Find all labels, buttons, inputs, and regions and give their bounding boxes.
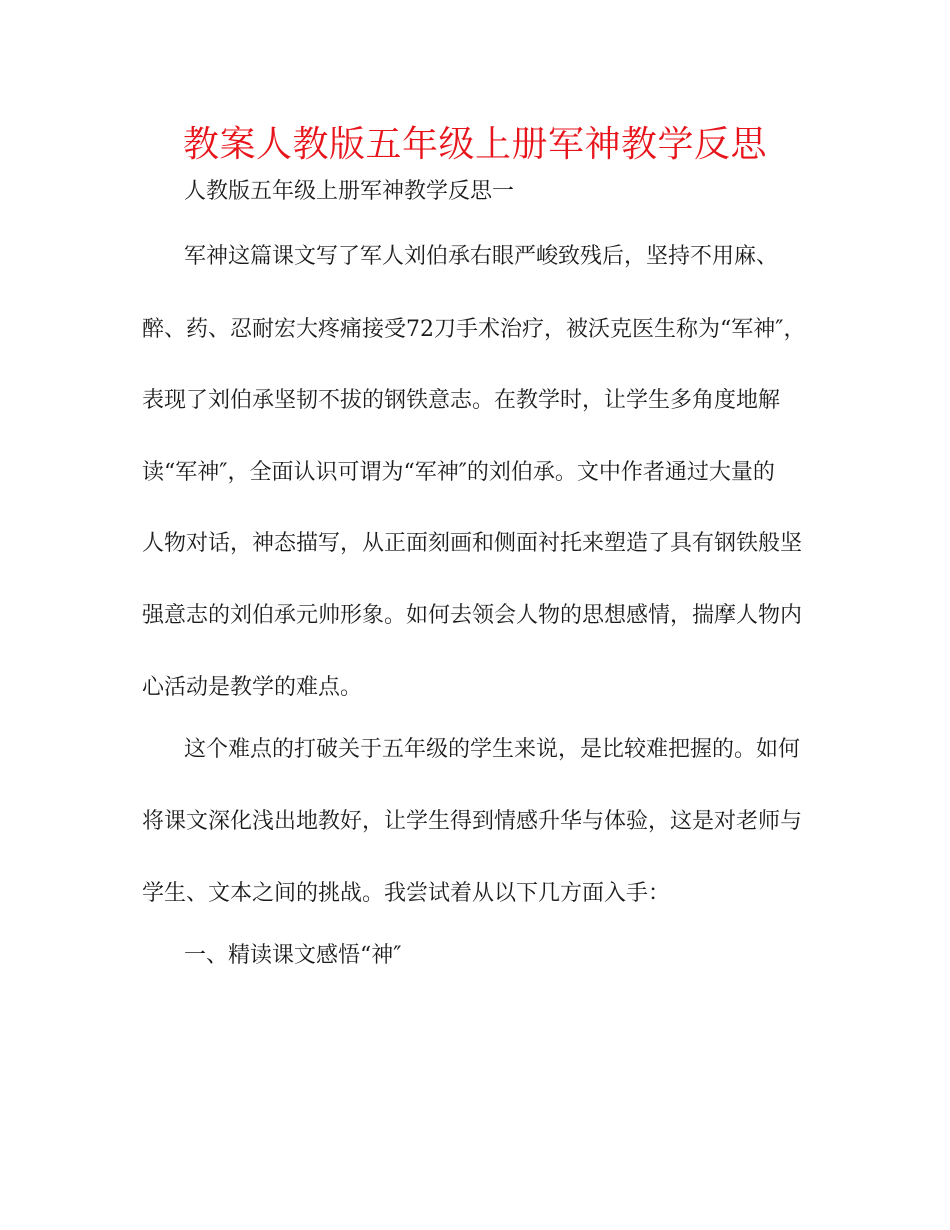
- paragraph-line: 人物对话，神态描写，从正面刻画和侧面衬托来塑造了具有钢铁般坚: [142, 531, 803, 556]
- paragraph-line: 这个难点的打破关于五年级的学生来说，是比较难把握的。如何: [184, 737, 801, 762]
- paragraph-line: 读“军神″，全面认识可谓为“军神″的刘伯承。文中作者通过大量的: [142, 460, 775, 485]
- section-heading-1: 人教版五年级上册军神教学反思一: [184, 179, 515, 204]
- paragraph-line: 学生、文本之间的挑战。我尝试着从以下几方面入手：: [142, 881, 671, 906]
- paragraph-line: 军神这篇课文写了军人刘伯承右眼严峻致残后，坚持不用麻、: [184, 244, 779, 269]
- paragraph-line: 心活动是教学的难点。: [142, 675, 363, 700]
- section-heading-2: 一、精读课文感悟“神″: [184, 943, 402, 968]
- paragraph-line: 强意志的刘伯承元帅形象。如何去领会人物的思想感情，揣摩人物内: [142, 603, 803, 628]
- paragraph-line: 表现了刘伯承坚韧不拔的钢铁意志。在教学时，让学生多角度地解: [142, 388, 781, 413]
- paragraph-line: 将课文深化浅出地教好，让学生得到情感升华与体验，这是对老师与: [142, 809, 803, 834]
- paragraph-line: 醉、药、忍耐宏大疼痛接受72刀手术治疗，被沃克医生称为“军神″，: [142, 317, 806, 342]
- document-title: 教案人教版五年级上册军神教学反思: [182, 124, 767, 165]
